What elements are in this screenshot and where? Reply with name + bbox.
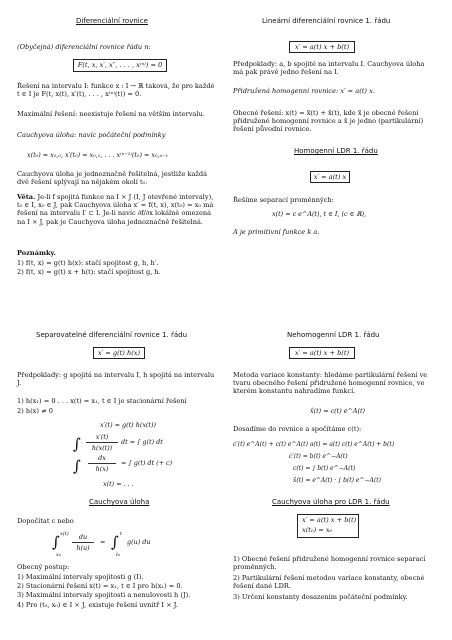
q3-derivation-1: x′(t) = g(t) h(x(t)) bbox=[100, 421, 156, 429]
q3-int-eq: = bbox=[100, 538, 106, 546]
q4-cauchy-eq-2: x(t₀) = x₀ bbox=[302, 526, 333, 534]
q3-step-2: 2) Stacionární řešení x(t) = x₁, t ∈ I pro h(x₁) = 0. bbox=[17, 582, 183, 590]
q3-frac2-num: dx bbox=[98, 454, 106, 462]
q1-theorem-text: Je-li f spojitá funkce na I × J (I, J otevřené intervaly), t₀ ∈ I, x₀ ∈ J, pak Cauchyova úloha x′ = f(t, x), x(t₀) = x₀ má řešení na intervalu I′ ⊂ I. Je-li navíc ∂f/∂x lokálně omezená na I × J, pak je Cauchyova úloha jednoznačně řešitelná. bbox=[17, 193, 214, 226]
q4-substitute-text: Dosadíme do rovnice a spočítáme c(t): bbox=[233, 425, 362, 433]
q1-note-1: 1) f(t, x) = g(t) h(x): stačí spojitost g, h, h′. bbox=[17, 259, 159, 267]
q3-cauchy-integral-left: ∫ bbox=[52, 533, 60, 551]
q2-general-solution: Obecné řešení: x(t) = x̃(t) + x̂(t), kde x̃ je obecné řešení přidružené homogenní rovnice a x̂ je jedno (partikulární) řešení původní rovnice. bbox=[233, 109, 424, 134]
q2-solution-formula: x(t) = c e^A(t), t ∈ I, (c ∈ ℝ), bbox=[272, 210, 367, 218]
q4-ansatz: x̂(t) = c(t) e^A(t) bbox=[310, 407, 366, 415]
q1-cauchy-label: Cauchyova úloha: navíc počáteční podmínky bbox=[17, 131, 166, 139]
q1-theorem bbox=[17, 193, 217, 226]
q2-title: Lineární diferenciální rovnice 1. řádu bbox=[262, 17, 391, 25]
q3-frac1-rhs: dt = ∫ g(t) dt bbox=[121, 438, 163, 446]
q4-step-2: 2) Partikulární řešení metodou variace konstanty, obecné řešení dané LDR. bbox=[233, 574, 425, 591]
q3-integral-sign: ∫ bbox=[73, 435, 81, 453]
q4-derivation-1: c′(t) e^A(t) + c(t) e^A(t) a(t) = a(t) c(t) e^A(t) + b(t) bbox=[233, 441, 395, 448]
q3-frac2-rhs: = ∫ g(t) dt (+ c) bbox=[121, 459, 173, 467]
q4-derivation-4: x̂(t) = e^A(t) · ∫ b(t) e^−A(t) bbox=[293, 477, 381, 484]
q3-frac1-bar bbox=[86, 442, 118, 443]
q1-notes-label: Poznámky. bbox=[17, 249, 56, 257]
q1-initial-conditions: x(t₀) = x₀,₀, x′(t₀) = x₀,₁, . . . x⁽ⁿ⁻¹⁾(t₀) = x₀,ₙ₋₁ bbox=[27, 151, 169, 159]
q3-frac2-den: h(x) bbox=[95, 465, 109, 473]
q2-separation-text: Řešíme separací proměnných: bbox=[233, 196, 334, 204]
q1-solution-text: Řešení na intervalu I: funkce x : I → ℝ taková, že pro každé t ∈ I je F(t, x(t), x′(t), . . . , x⁽ⁿ⁾(t)) = 0. bbox=[17, 82, 215, 99]
q1-theorem-label: Věta. bbox=[17, 193, 36, 201]
q3-frac2-bar bbox=[88, 463, 116, 464]
q2-primitive-text: A je primitivní funkce k a. bbox=[233, 228, 320, 236]
q2-homog-box: x′ = a(t) x bbox=[310, 171, 350, 183]
q4-derivation-3: c(t) = ∫ b(t) e^−A(t) bbox=[293, 465, 356, 472]
q2-subtitle: Homogenní LDR 1. řádu bbox=[294, 147, 378, 155]
q3-step-4: 4) Pro (t₀, x₀) ∈ I × J, existuje řešení uvnitř I × J. bbox=[17, 601, 178, 609]
q3-step-3: 3) Maximální intervaly spojitosti a nenulovosti h (J). bbox=[17, 591, 191, 599]
q4-cauchy-box bbox=[297, 514, 359, 538]
q2-homogeneous-eq: Přidružená homogenní rovnice: x′ = a(t) x. bbox=[233, 87, 375, 95]
q3-case-2: 2) h(x) ≠ 0 bbox=[17, 407, 53, 415]
q3-int-rhs: g(u) du bbox=[127, 538, 151, 546]
q3-int-den: h(u) bbox=[76, 544, 90, 552]
q3-procedure-label: Obecný postup: bbox=[17, 563, 70, 571]
q3-int-upper-right: t bbox=[120, 531, 123, 537]
q1-note-2: 2) f(t, x) = g(t) x + h(t): stačí spojitost g, h. bbox=[17, 268, 161, 276]
q3-equation-box: x′ = g(t) h(x) bbox=[93, 347, 145, 359]
q3-frac1-den: h(x(t)) bbox=[91, 444, 113, 452]
q4-step-1: 1) Obecné řešení přidružené homogenní rovnice separací proměnných. bbox=[233, 555, 426, 572]
q4-derivation-2: c′(t) = b(t) e^−A(t) bbox=[289, 453, 348, 460]
q1-intro: (Obyčejná) diferenciální rovnice řádu n: bbox=[17, 43, 151, 51]
q3-cauchy-intro: Dopočítat c nebo bbox=[17, 517, 74, 525]
q4-title: Nehomogenní LDR 1. řádu bbox=[287, 331, 380, 339]
q4-equation-box: x′ = a(t) x + b(t) bbox=[289, 347, 355, 359]
q4-method-text: Metoda variace konstanty: hledáme partikulární řešení ve tvaru obecného řešení přidružené homogenní rovnice, ve kterém konstantu nahradíme funkcí. bbox=[233, 371, 428, 396]
q3-assumptions: Předpoklady: g spojitá na intervalu I, h spojitá na intervalu J. bbox=[17, 371, 215, 388]
q3-step-1: 1) Maximální intervaly spojitosti g (I). bbox=[17, 573, 144, 581]
q3-cauchy-label: Cauchyova úloha bbox=[89, 498, 150, 506]
q1-maximal-text: Maximální řešení: neexistuje řešení na větším intervalu. bbox=[17, 110, 205, 118]
q3-int-num: du bbox=[78, 533, 88, 541]
q3-int-upper-left: x(t) bbox=[60, 531, 69, 537]
q3-int-lower-left: x₀ bbox=[56, 552, 61, 558]
q1-uniqueness-text: Cauchyova úloha je jednoznačně řešitelná, jestliže každá dvě řešení splývají na nějakém okolí t₀. bbox=[17, 170, 208, 187]
q4-step-3: 3) Určení konstanty dosazením počáteční podmínky. bbox=[233, 593, 408, 601]
q3-integral-sign: ∫ bbox=[73, 457, 81, 475]
q3-frac1-num: x′(t) bbox=[95, 433, 109, 441]
q3-title: Separovatelné diferenciální rovnice 1. řádu bbox=[36, 331, 188, 339]
q2-assumptions: Předpoklady: a, b spojité na intervalu I. Cauchyova úloha má pak právě jedno řešení na I. bbox=[233, 60, 425, 77]
q3-cauchy-integral-right: ∫ bbox=[111, 533, 119, 551]
q4-cauchy-label: Cauchyova úloha pro LDR 1. řádu bbox=[272, 498, 390, 506]
q3-int-lower-right: t₀ bbox=[116, 552, 121, 558]
q3-case-1: 1) h(x₁) = 0 . . . x(t) = x₁, t ∈ I je stacionární řešení bbox=[17, 397, 187, 405]
q3-derivation-4: x(t) = . . . bbox=[103, 480, 134, 488]
q4-cauchy-eq-1: x′ = a(t) x + b(t) bbox=[302, 516, 357, 524]
q1-title: Diferenciální rovnice bbox=[76, 17, 148, 25]
q3-int-bar bbox=[72, 542, 94, 543]
q2-equation-box: x′ = a(t) x + b(t) bbox=[289, 41, 355, 53]
q1-ode-box: F(t, x, x′, x″, . . . , x⁽ⁿ⁾) = 0 bbox=[73, 59, 167, 72]
